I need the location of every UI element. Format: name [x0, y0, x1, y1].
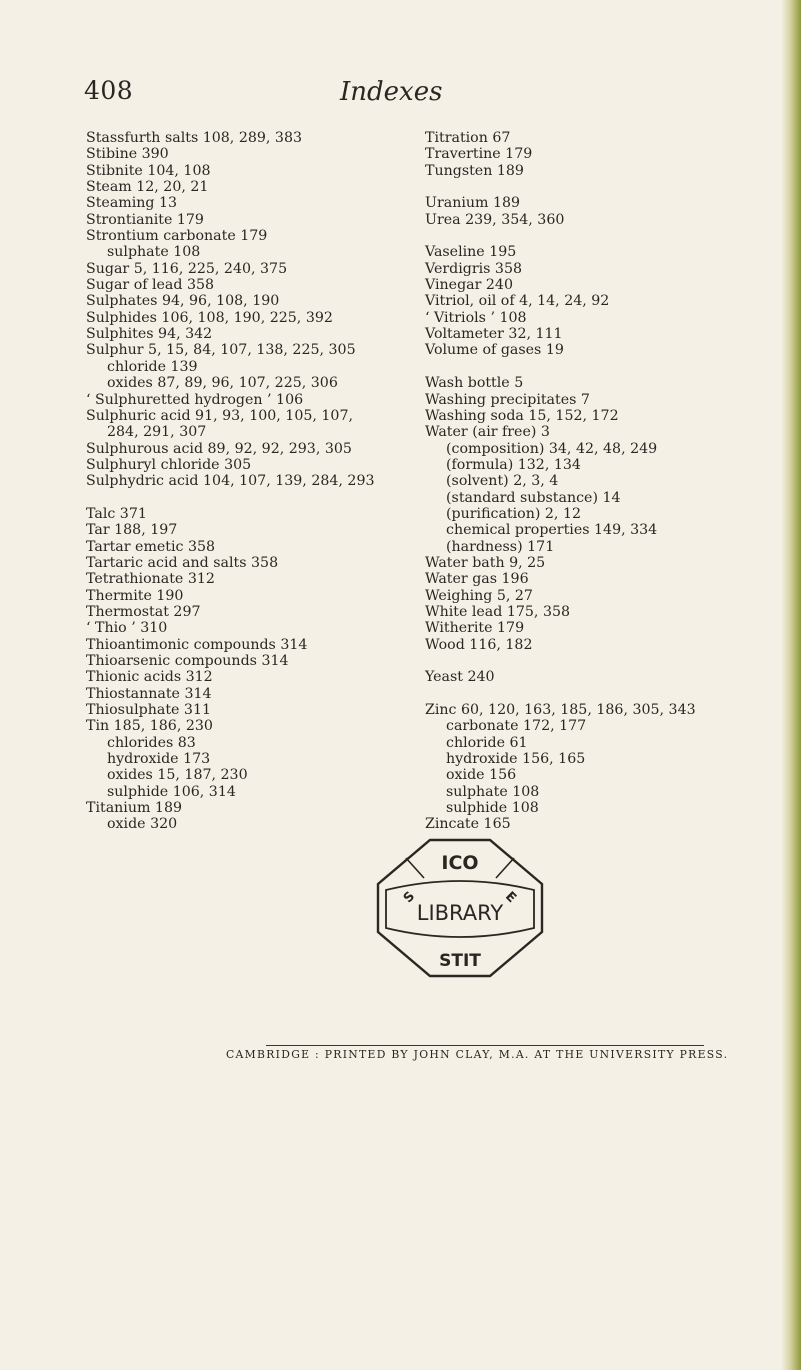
index-entry: Sulphuryl chloride 305: [86, 456, 252, 473]
index-entry: Sulphurous acid 89, 92, 92, 293, 305: [86, 440, 352, 457]
index-entry: Sugar 5, 116, 225, 240, 375: [86, 260, 288, 277]
index-subentry: (hardness) 171: [446, 538, 555, 555]
index-entry: Volume of gases 19: [425, 342, 564, 359]
svg-text:STIT: STIT: [439, 951, 481, 971]
index-entry: Voltameter 32, 111: [425, 326, 563, 343]
index-entry: Thioarsenic compounds 314: [86, 653, 289, 669]
index-entry: Sulphydric acid 104, 107, 139, 284, 293: [86, 473, 375, 490]
index-entry: Witherite 179: [425, 620, 525, 637]
index-entry: Tin 185, 186, 230: [86, 718, 213, 735]
index-subentry: hydroxide 173: [107, 751, 211, 768]
index-entry: Thiostannate 314: [86, 685, 212, 702]
index-entry: Steam 12, 20, 21: [86, 179, 209, 196]
index-entry: Sulphides 106, 108, 190, 225, 392: [86, 309, 333, 326]
index-entry: Strontianite 179: [86, 211, 204, 228]
index-subentry: chloride 139: [107, 358, 198, 375]
svg-text:S: S: [400, 888, 419, 907]
svg-text:ICO: ICO: [441, 852, 479, 874]
index-entry: Titration 67: [425, 130, 511, 146]
library-stamp-icon: [376, 838, 544, 978]
index-subentry: (solvent) 2, 3, 4: [446, 473, 559, 490]
index-entry: Sulphates 94, 96, 108, 190: [86, 293, 280, 310]
index-entry: Tetrathionate 312: [86, 571, 215, 588]
index-entry: Tartar emetic 358: [86, 538, 216, 555]
index-entry: Wood 116, 182: [425, 636, 533, 653]
index-entry: Yeast 240: [425, 669, 495, 686]
index-entry: ‘ Sulphuretted hydrogen ’ 106: [86, 391, 304, 408]
index-subentry: chlorides 83: [107, 734, 196, 751]
index-subentry: oxide 320: [107, 816, 178, 833]
index-entry: Thiosulphate 311: [86, 702, 211, 719]
index-gap: [86, 490, 416, 506]
footer-rule: [266, 1045, 704, 1046]
index-entry: ‘ Vitriols ’ 108: [425, 309, 527, 326]
index-subentry: carbonate 172, 177: [446, 718, 587, 735]
index-column-left: [86, 130, 416, 833]
index-entry: Zinc 60, 120, 163, 185, 186, 305, 343: [425, 702, 696, 719]
index-subentry: (standard substance) 14: [446, 489, 621, 506]
index-entry: Washing precipitates 7: [425, 391, 590, 408]
index-subentry: chloride 61: [446, 734, 528, 751]
index-entry: Zincate 165: [425, 816, 511, 833]
running-head: Indexes: [340, 77, 443, 107]
index-entry: Water gas 196: [425, 571, 529, 588]
index-entry: Water bath 9, 25: [425, 554, 546, 571]
index-entry: Vitriol, oil of 4, 14, 24, 92: [425, 293, 610, 310]
index-gap: [425, 359, 770, 375]
index-subentry: sulphide 106, 314: [107, 783, 236, 800]
index-subentry: sulphate 108: [107, 244, 201, 261]
index-entry: White lead 175, 358: [425, 603, 571, 620]
index-entry: Travertine 179: [425, 146, 533, 163]
index-gap: [425, 228, 770, 244]
index-entry: Sulphuric acid 91, 93, 100, 105, 107,: [86, 407, 353, 424]
index-subentry: (purification) 2, 12: [446, 505, 582, 522]
index-column-right: [425, 130, 770, 833]
stamp-center-text: LIBRARY: [416, 901, 504, 925]
index-entry: Sulphites 94, 342: [86, 326, 213, 343]
index-subentry: (formula) 132, 134: [446, 456, 581, 473]
index-entry: Weighing 5, 27: [425, 587, 533, 604]
index-entry: Water (air free) 3: [425, 424, 550, 441]
index-entry: Stassfurth salts 108, 289, 383: [86, 130, 303, 146]
index-subentry: (composition) 34, 42, 48, 249: [446, 440, 658, 457]
index-subentry: sulphate 108: [446, 783, 540, 800]
index-subentry: oxides 87, 89, 96, 107, 225, 306: [107, 375, 338, 392]
index-entry: Talc 371: [86, 505, 147, 522]
index-entry: Sugar of lead 358: [86, 277, 215, 294]
index-entry: Verdigris 358: [425, 260, 523, 277]
index-entry: Vaseline 195: [425, 244, 517, 261]
index-entry: Tungsten 189: [425, 162, 524, 179]
index-entry: Washing soda 15, 152, 172: [425, 407, 619, 424]
index-subentry: chemical properties 149, 334: [446, 522, 658, 539]
page-edge-stain: [781, 0, 801, 1370]
index-entry: Vinegar 240: [425, 277, 513, 294]
index-gap: [425, 653, 770, 669]
printer-imprint: CAMBRIDGE : PRINTED BY JOHN CLAY, M.A. AT THE UNIVERSITY PRESS.: [226, 1048, 729, 1061]
page-header: [84, 76, 744, 116]
index-subentry: hydroxide 156, 165: [446, 751, 586, 768]
index-subentry: oxides 15, 187, 230: [107, 767, 248, 784]
index-subentry: 284, 291, 307: [107, 424, 207, 441]
index-subentry: oxide 156: [446, 767, 517, 784]
index-entry: Tar 188, 197: [86, 522, 178, 539]
index-entry: Tartaric acid and salts 358: [86, 554, 279, 571]
index-entry: Urea 239, 354, 360: [425, 211, 565, 228]
index-subentry: sulphide 108: [446, 800, 539, 817]
index-entry: ‘ Thio ’ 310: [86, 620, 168, 637]
index-entry: Thermite 190: [86, 587, 184, 604]
index-gap: [425, 686, 770, 702]
index-entry: Sulphur 5, 15, 84, 107, 138, 225, 305: [86, 342, 356, 359]
index-entry: Steaming 13: [86, 195, 178, 212]
index-entry: Uranium 189: [425, 195, 521, 212]
svg-text:E: E: [502, 889, 519, 906]
page-number: 408: [84, 76, 134, 105]
index-entry: Stibine 390: [86, 146, 169, 163]
index-entry: Titanium 189: [86, 800, 183, 817]
index-entry: Thioantimonic compounds 314: [86, 636, 308, 653]
index-gap: [425, 179, 770, 195]
index-entry: Thionic acids 312: [86, 669, 213, 686]
index-entry: Thermostat 297: [86, 603, 201, 620]
index-entry: Stibnite 104, 108: [86, 162, 211, 179]
index-entry: Strontium carbonate 179: [86, 228, 268, 245]
index-entry: Wash bottle 5: [425, 375, 524, 392]
